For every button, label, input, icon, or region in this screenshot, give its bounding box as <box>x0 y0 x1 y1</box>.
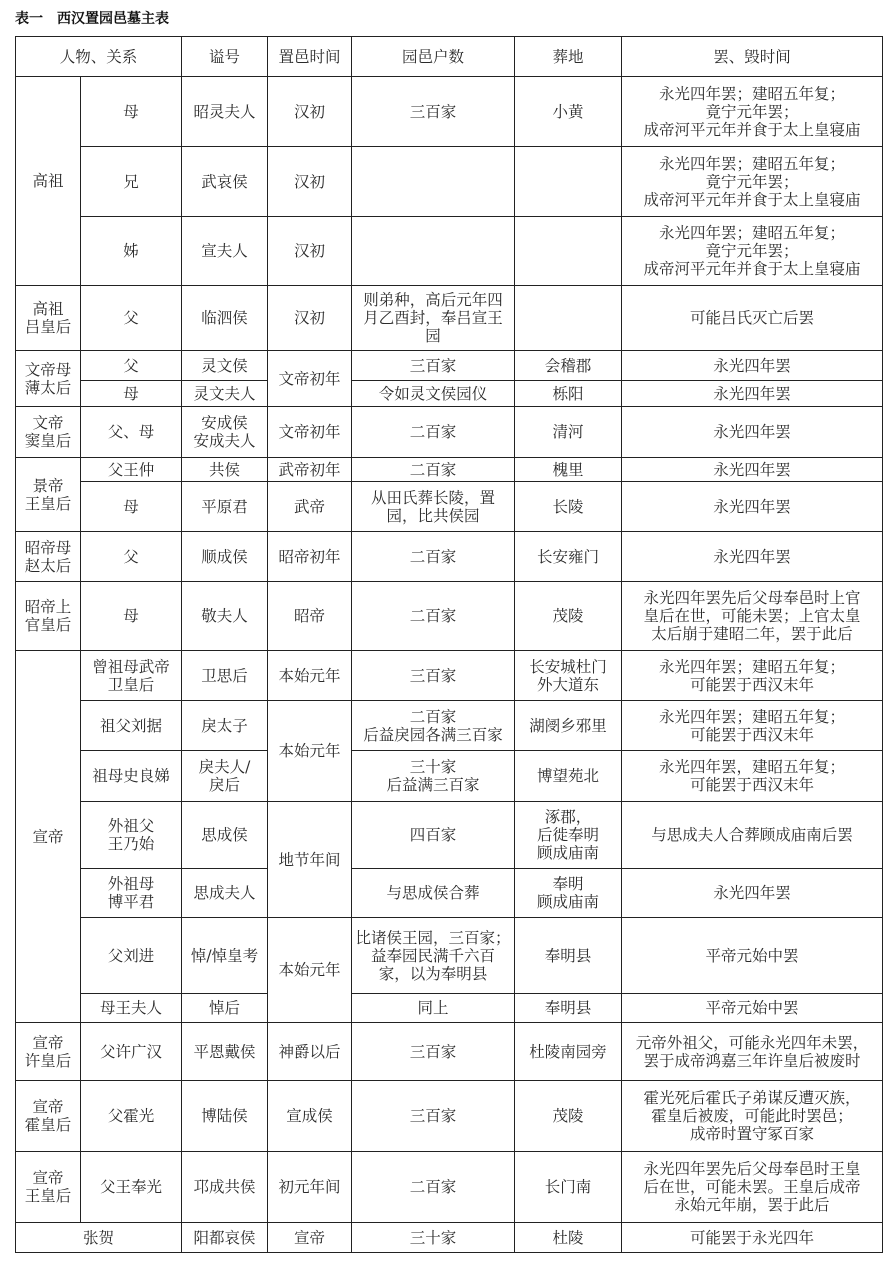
table-cell: 槐里 <box>515 458 622 482</box>
table-cell: 姊 <box>81 217 182 286</box>
table-cell: 文帝初年 <box>268 407 352 458</box>
table-cell: 平帝元始中罢 <box>622 918 883 994</box>
table-cell: 景帝 王皇后 <box>16 458 81 532</box>
table-cell: 与思成侯合葬 <box>352 869 515 918</box>
table-cell: 文帝 窦皇后 <box>16 407 81 458</box>
table-cell: 长门南 <box>515 1152 622 1223</box>
table-cell: 戾夫人/ 戾后 <box>182 751 268 802</box>
table-cell: 长安城杜门 外大道东 <box>515 651 622 701</box>
table-cell: 平帝元始中罢 <box>622 994 883 1023</box>
table-cell: 永光四年罢；建昭五年复； 可能罢于西汉末年 <box>622 651 883 701</box>
table-cell: 阳都哀侯 <box>182 1223 268 1253</box>
table-row <box>16 1081 883 1152</box>
table-cell: 悼/悼皇考 <box>182 918 268 994</box>
table-cell: 二百家 后益戾园各满三百家 <box>352 701 515 751</box>
table-cell: 博陆侯 <box>182 1081 268 1152</box>
table-cell: 永光四年罢；建昭五年复； 竟宁元年罢； 成帝河平元年并食于太上皇寝庙 <box>622 217 883 286</box>
table-cell: 父 <box>81 532 182 582</box>
table-cell: 四百家 <box>352 802 515 869</box>
table-cell: 父 <box>81 351 182 381</box>
table-cell: 宣夫人 <box>182 217 268 286</box>
table-cell: 从田氏葬长陵，置 园，比共侯园 <box>352 482 515 532</box>
table-cell: 母 <box>81 482 182 532</box>
table-cell: 二百家 <box>352 532 515 582</box>
table-cell: 长陵 <box>515 482 622 532</box>
table-cell: 汉初 <box>268 286 352 351</box>
table-cell: 永光四年罢 <box>622 869 883 918</box>
table-row <box>16 1023 883 1081</box>
table-cell: 宣帝 <box>268 1223 352 1253</box>
table-cell: 永光四年罢；建昭五年复； 竟宁元年罢； 成帝河平元年并食于太上皇寝庙 <box>622 147 883 217</box>
table-cell: 宣帝 许皇后 <box>16 1023 81 1081</box>
table-cell: 永光四年罢 <box>622 482 883 532</box>
table-cell: 永光四年罢；建昭五年复； 竟宁元年罢； 成帝河平元年并食于太上皇寝庙 <box>622 77 883 147</box>
table-row <box>16 582 883 651</box>
table-cell: 本始元年 <box>268 701 352 802</box>
table-cell: 永光四年罢 <box>622 407 883 458</box>
table-cell: 会稽郡 <box>515 351 622 381</box>
table-cell: 令如灵文侯园仪 <box>352 381 515 407</box>
table-cell: 栎阳 <box>515 381 622 407</box>
table-cell: 湖阌乡邪里 <box>515 701 622 751</box>
table-cell: 安成侯 安成夫人 <box>182 407 268 458</box>
table-cell: 茂陵 <box>515 582 622 651</box>
table-cell: 比诸侯王园，三百家； 益奉园民满千六百 家，以为奉明县 <box>352 918 515 994</box>
table-cell: 本始元年 <box>268 651 352 701</box>
table-cell: 卫思后 <box>182 651 268 701</box>
table-cell: 神爵以后 <box>268 1023 352 1081</box>
table-cell: 敬夫人 <box>182 582 268 651</box>
table-cell: 三百家 <box>352 1081 515 1152</box>
table-cell <box>515 147 622 217</box>
table-cell: 汉初 <box>268 217 352 286</box>
table-cell: 奉明县 <box>515 918 622 994</box>
table-cell: 小黄 <box>515 77 622 147</box>
column-header: 葬地 <box>515 37 622 77</box>
table-cell: 永光四年罢 <box>622 532 883 582</box>
table-cell: 父 <box>81 286 182 351</box>
table-cell: 宣帝 <box>16 651 81 1023</box>
table-cell: 清河 <box>515 407 622 458</box>
table-cell: 三百家 <box>352 1023 515 1081</box>
table-cell: 三百家 <box>352 351 515 381</box>
table-title: 表一 西汉置园邑墓主表 <box>15 11 169 27</box>
table-row <box>16 407 883 458</box>
table-cell: 杜陵 <box>515 1223 622 1253</box>
table-row <box>16 869 883 918</box>
table-cell: 父王仲 <box>81 458 182 482</box>
table-cell: 昭帝初年 <box>268 532 352 582</box>
table-row <box>16 751 883 802</box>
table-cell: 汉初 <box>268 147 352 217</box>
column-header: 置邑时间 <box>268 37 352 77</box>
table-cell: 文帝母 薄太后 <box>16 351 81 407</box>
table-cell: 二百家 <box>352 407 515 458</box>
table-cell: 父许广汉 <box>81 1023 182 1081</box>
table-cell: 永光四年罢 <box>622 351 883 381</box>
table-cell: 张贺 <box>16 1223 182 1253</box>
table-cell: 永光四年罢先后父母奉邑时王皇 后在世，可能未罢。王皇后成帝 永始元年崩，罢于此后 <box>622 1152 883 1223</box>
table-cell: 二百家 <box>352 1152 515 1223</box>
table-cell: 二百家 <box>352 582 515 651</box>
column-header: 谥号 <box>182 37 268 77</box>
table-cell: 奉明 顾成庙南 <box>515 869 622 918</box>
table-row <box>16 918 883 994</box>
table-cell: 永光四年罢，建昭五年复； 可能罢于西汉末年 <box>622 751 883 802</box>
table-cell: 昭灵夫人 <box>182 77 268 147</box>
table-cell: 父王奉光 <box>81 1152 182 1223</box>
table-row <box>16 651 883 701</box>
table-cell: 思成侯 <box>182 802 268 869</box>
column-header: 罢、毁时间 <box>622 37 883 77</box>
table-cell: 同上 <box>352 994 515 1023</box>
table-cell: 武哀侯 <box>182 147 268 217</box>
table-cell <box>352 147 515 217</box>
column-header: 人物、关系 <box>16 37 182 77</box>
table-cell: 临泗侯 <box>182 286 268 351</box>
table-cell: 父刘进 <box>81 918 182 994</box>
table-cell: 武帝 <box>268 482 352 532</box>
table-cell: 悼后 <box>182 994 268 1023</box>
table-cell: 永光四年罢 <box>622 381 883 407</box>
table-row <box>16 351 883 381</box>
table-row <box>16 458 883 482</box>
table-cell: 三十家 后益满三百家 <box>352 751 515 802</box>
table-cell: 祖母史良娣 <box>81 751 182 802</box>
table-cell: 长安雍门 <box>515 532 622 582</box>
table-cell <box>515 286 622 351</box>
table-cell: 昭帝上 官皇后 <box>16 582 81 651</box>
table-cell: 杜陵南园旁 <box>515 1023 622 1081</box>
table-cell: 可能吕氏灭亡后罢 <box>622 286 883 351</box>
table-cell: 母 <box>81 582 182 651</box>
tomb-table <box>15 36 883 1253</box>
table-cell: 兄 <box>81 147 182 217</box>
table-cell: 共侯 <box>182 458 268 482</box>
table-cell: 母 <box>81 77 182 147</box>
table-row <box>16 77 883 147</box>
table-cell: 地节年间 <box>268 802 352 918</box>
table-cell: 奉明县 <box>515 994 622 1023</box>
table-cell: 初元年间 <box>268 1152 352 1223</box>
table-cell: 母 <box>81 381 182 407</box>
table-cell: 涿郡， 后徙奉明 顾成庙南 <box>515 802 622 869</box>
table-cell <box>515 217 622 286</box>
table-cell: 灵文夫人 <box>182 381 268 407</box>
table-cell: 文帝初年 <box>268 351 352 407</box>
table-cell: 霍光死后霍氏子弟谋反遭灭族， 霍皇后被废，可能此时罢邑； 成帝时置守冢百家 <box>622 1081 883 1152</box>
table-row <box>16 286 883 351</box>
table-row <box>16 147 883 217</box>
table-cell: 永光四年罢；建昭五年复； 可能罢于西汉末年 <box>622 701 883 751</box>
table-cell: 宣帝 王皇后 <box>16 1152 81 1223</box>
table-cell: 灵文侯 <box>182 351 268 381</box>
table-row <box>16 482 883 532</box>
table-row <box>16 217 883 286</box>
table-row <box>16 381 883 407</box>
table-cell: 元帝外祖父，可能永光四年未罢， 罢于成帝鸿嘉三年许皇后被废时 <box>622 1023 883 1081</box>
table-cell: 永光四年罢先后父母奉邑时上官 皇后在世，可能未罢；上官太皇 太后崩于建昭二年，罢于此后 <box>622 582 883 651</box>
table-cell: 思成夫人 <box>182 869 268 918</box>
table-row <box>16 1223 883 1253</box>
table-row <box>16 701 883 751</box>
table-row <box>16 532 883 582</box>
table-cell: 武帝初年 <box>268 458 352 482</box>
table-cell: 汉初 <box>268 77 352 147</box>
table-cell: 邛成共侯 <box>182 1152 268 1223</box>
table-cell: 母王夫人 <box>81 994 182 1023</box>
table-row <box>16 802 883 869</box>
table-cell: 顺成侯 <box>182 532 268 582</box>
table-cell: 祖父刘据 <box>81 701 182 751</box>
table-cell: 外祖母 博平君 <box>81 869 182 918</box>
table-cell: 外祖父 王乃始 <box>81 802 182 869</box>
column-header: 园邑户数 <box>352 37 515 77</box>
table-cell: 父霍光 <box>81 1081 182 1152</box>
table-cell: 本始元年 <box>268 918 352 1023</box>
table-cell: 二百家 <box>352 458 515 482</box>
table-cell <box>352 217 515 286</box>
header-row <box>16 37 883 77</box>
table-cell: 与思成夫人合葬顾成庙南后罢 <box>622 802 883 869</box>
table-cell: 博望苑北 <box>515 751 622 802</box>
table-cell: 茂陵 <box>515 1081 622 1152</box>
table-cell: 宣帝 霍皇后 <box>16 1081 81 1152</box>
table-cell: 昭帝 <box>268 582 352 651</box>
table-cell: 永光四年罢 <box>622 458 883 482</box>
table-cell: 则弟种，高后元年四 月乙酉封，奉吕宣王 园 <box>352 286 515 351</box>
table-row <box>16 1152 883 1223</box>
table-cell: 父、母 <box>81 407 182 458</box>
table-cell: 三百家 <box>352 651 515 701</box>
table-row <box>16 994 883 1023</box>
table-cell: 宣成侯 <box>268 1081 352 1152</box>
table-cell: 平原君 <box>182 482 268 532</box>
table-cell: 平恩戴侯 <box>182 1023 268 1081</box>
table-cell: 曾祖母武帝 卫皇后 <box>81 651 182 701</box>
table-cell: 高祖 吕皇后 <box>16 286 81 351</box>
table-cell: 可能罢于永光四年 <box>622 1223 883 1253</box>
table-cell: 三十家 <box>352 1223 515 1253</box>
table-cell: 三百家 <box>352 77 515 147</box>
table-cell: 高祖 <box>16 77 81 286</box>
table-cell: 戾太子 <box>182 701 268 751</box>
table-cell: 昭帝母 赵太后 <box>16 532 81 582</box>
